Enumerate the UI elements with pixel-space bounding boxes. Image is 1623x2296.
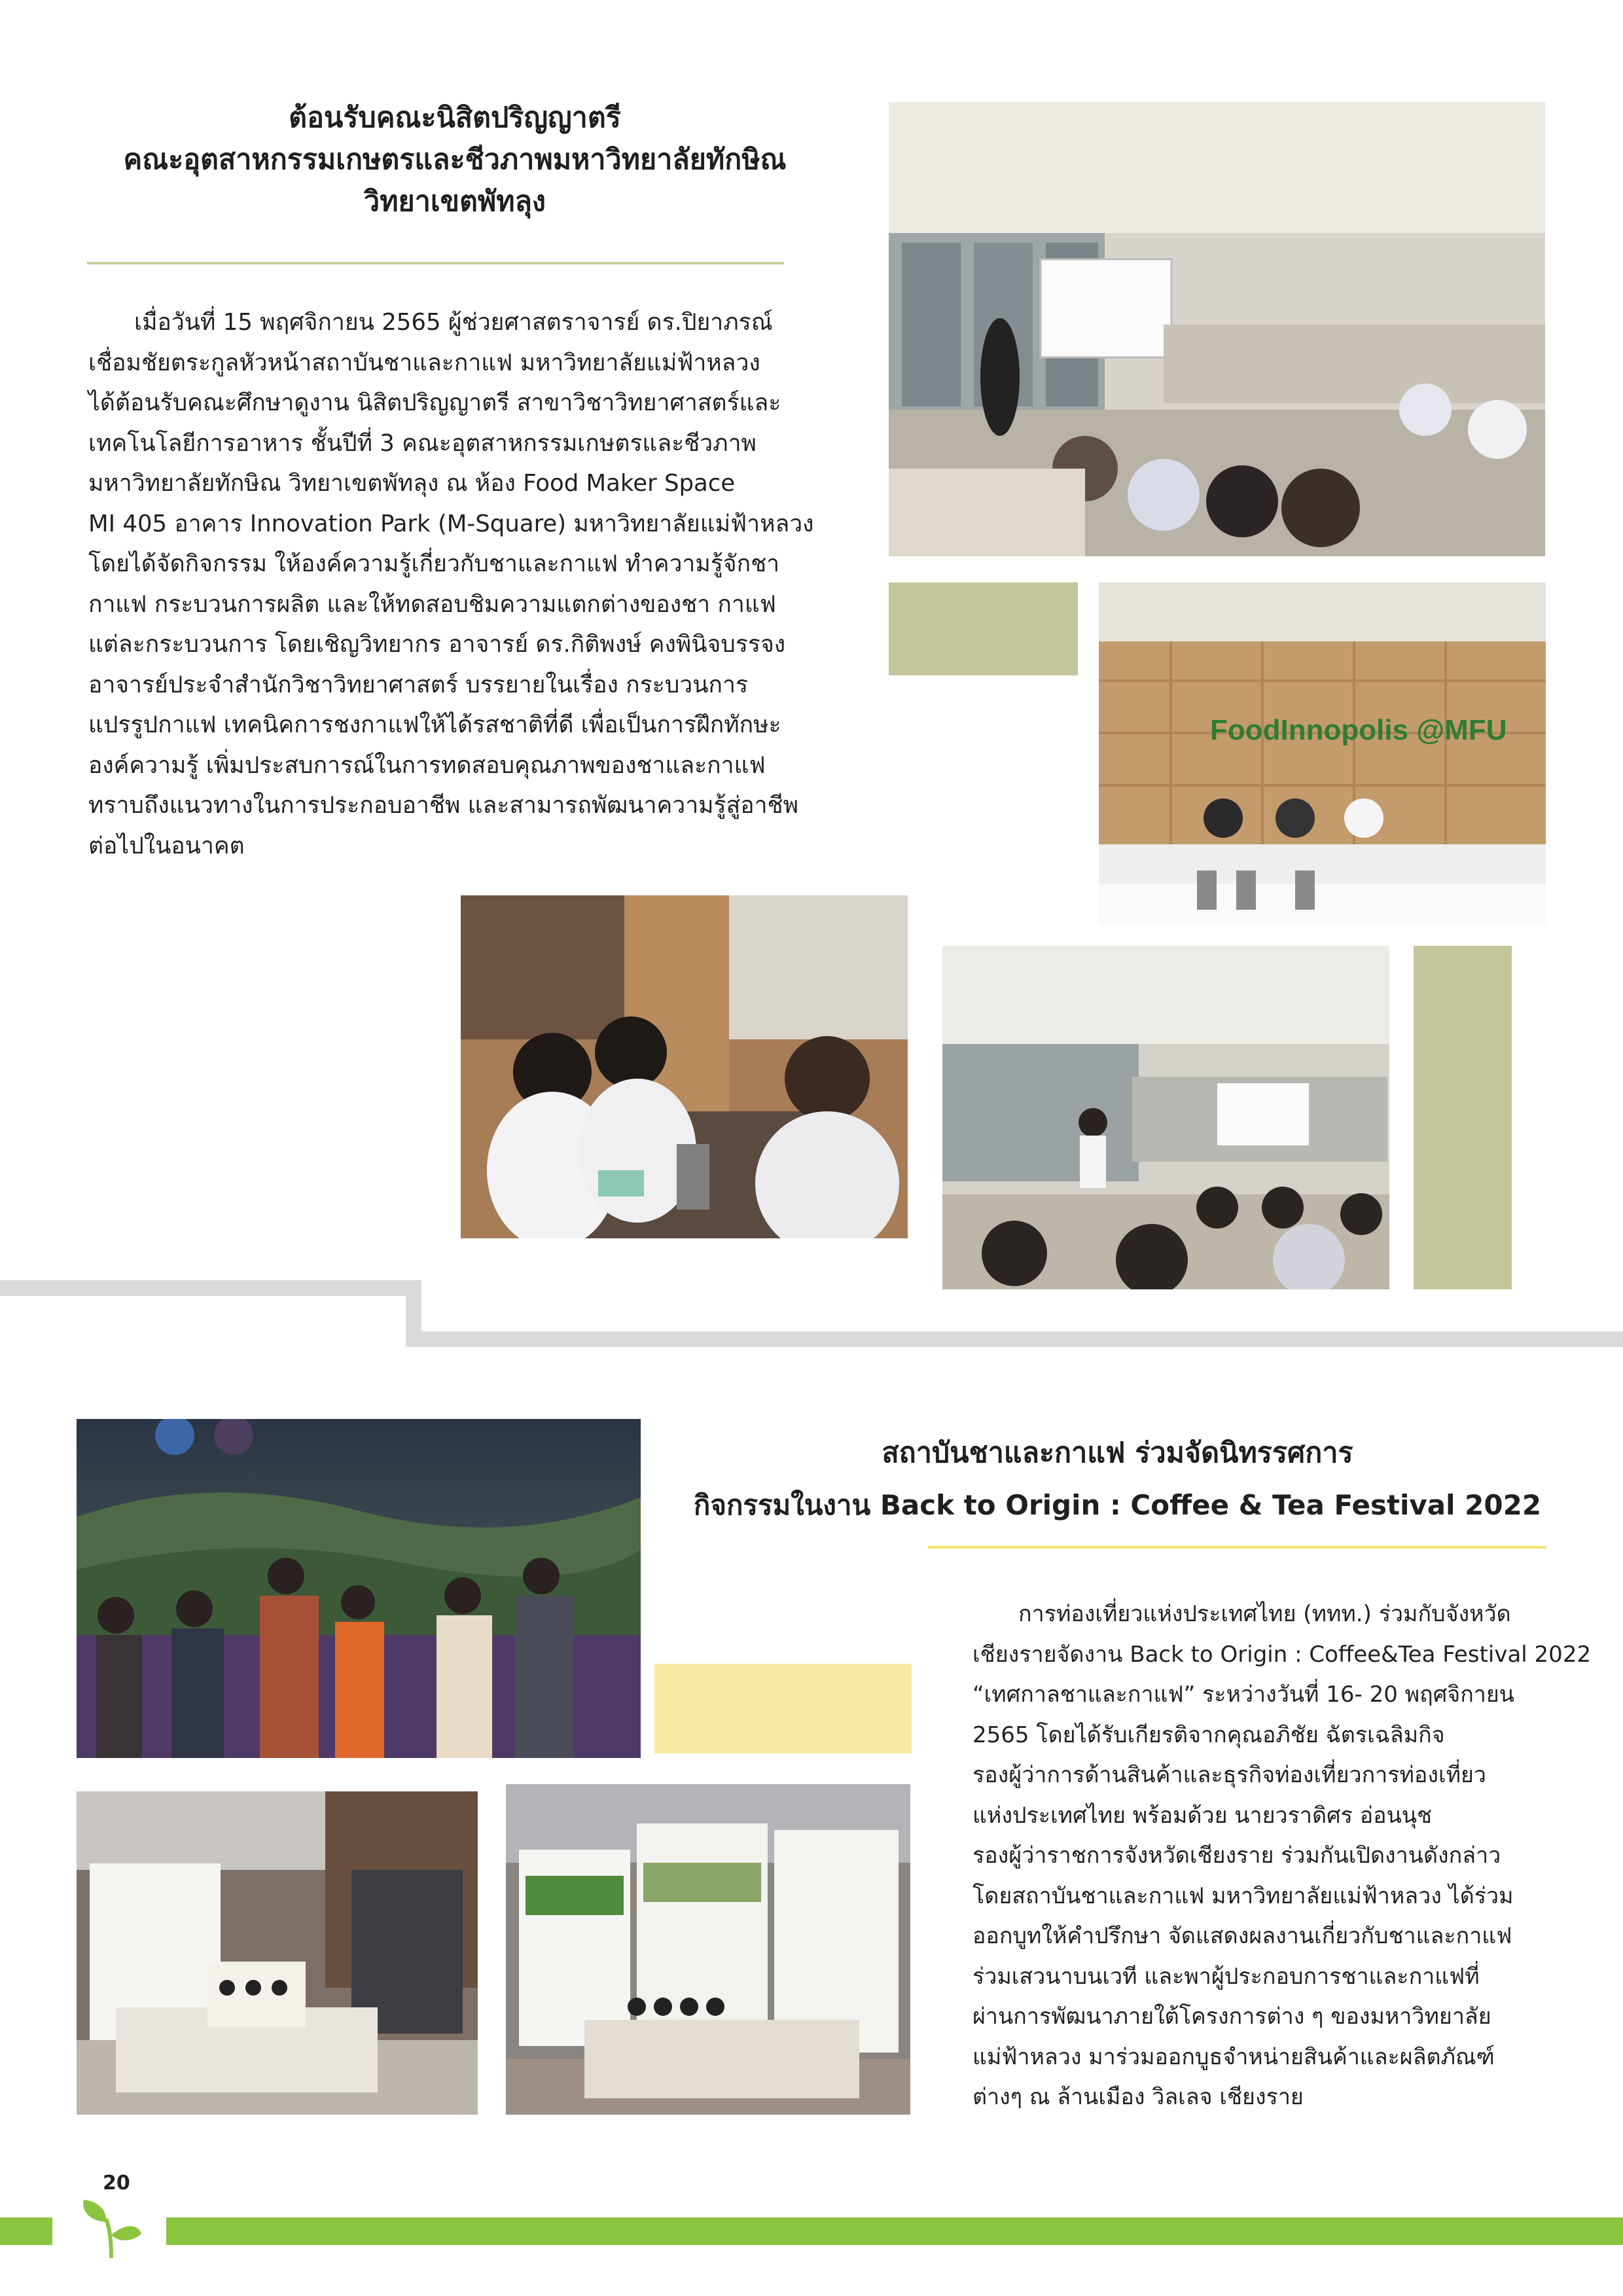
section1-heading-line-2: คณะอุตสาหกรรมเกษตรและชีวภาพมหาวิทยาลัยทักษิณ: [123, 143, 787, 176]
section1-body-line: เชื่อมชัยตระกูลหัวหน้าสถาบันชาและกาแฟ มหาวิทยาลัยแม่ฟ้าหลวง: [88, 349, 760, 376]
decorative-swatch: [889, 583, 1078, 675]
section2-heading-line-1: สถาบันชาและกาแฟ ร่วมจัดนิทรรศการ: [882, 1437, 1353, 1469]
section1-heading-line-3: วิทยาเขตพัทลุง: [364, 185, 546, 218]
section1-body-line: ได้ต้อนรับคณะศึกษาดูงาน นิสิตปริญญาตรี สาขาวิชาวิทยาศาสตร์และ: [88, 389, 781, 416]
section2-heading: [668, 1427, 1567, 1532]
section2-body-line: แม่ฟ้าหลวง มาร่วมออกบูธจำหน่ายสินค้าและผลิตภัณฑ์: [972, 2043, 1495, 2070]
section2-body-line: รองผู้ว่าการด้านสินค้าและธุรกิจท่องเที่ยวการท่องเที่ยว: [972, 1762, 1487, 1788]
section2-body-line: ออกบูทให้คำปรึกษา จัดแสดงผลงานเกี่ยวกับชาและกาแฟ: [972, 1923, 1512, 1949]
section2-heading-line-2: กิจกรรมในงาน Back to Origin : Coffee & Tea Festival 2022: [693, 1489, 1542, 1521]
section1-body-line: ทราบถึงแนวทางในการประกอบอาชีพ และสามารถพัฒนาความรู้สู่อาชีพ: [88, 792, 799, 819]
section1-body-line: เทคโนโลยีการอาหาร ชั้นปีที่ 3 คณะอุตสาหกรรมเกษตรและชีวภาพ: [88, 429, 757, 457]
section1-heading-line-1: ต้อนรับคณะนิสิตปริญญาตรี: [289, 101, 621, 134]
section2-body-line: “เทศกาลชาและกาแฟ” ระหว่างวันที่ 16- 20 พฤศจิกายน: [972, 1681, 1515, 1708]
section1-body-line: กาแฟ กระบวนการผลิต และให้ทดสอบชิมความแตกต่างของชา กาแฟ: [88, 590, 776, 618]
section1-body-line: องค์ความรู้ เพิ่มประสบการณ์ในการทดสอบคุณภาพของชาและกาแฟ: [88, 751, 766, 779]
leaf-icon: [80, 2196, 143, 2261]
foodinnopolis-sign: FoodInnopolis @MFU: [1210, 714, 1507, 746]
page-number: 20: [103, 2172, 130, 2195]
section2-body-line: เชียงรายจัดงาน Back to Origin : Coffee&Tea Festival 2022: [972, 1641, 1592, 1668]
photo-tea-tasting: [461, 895, 908, 1238]
photo-festival-stage: [77, 1419, 641, 1758]
section2-heading-rule: [928, 1546, 1546, 1549]
section2-body-line: ผ่านการพัฒนาภายใต้โครงการต่าง ๆ ของมหาวิทยาลัย: [972, 2003, 1491, 2030]
section2-body-line: ต่างๆ ณ ล้านเมือง วิลเลจ เชียงราย: [972, 2084, 1304, 2110]
section2-body-line: โดยสถาบันชาและกาแฟ มหาวิทยาลัยแม่ฟ้าหลวง ได้ร่วม: [972, 1882, 1514, 1909]
section-divider: [0, 1276, 1623, 1355]
photo-festival-booth-1: [77, 1791, 478, 2115]
section1-body-line: แต่ละกระบวนการ โดยเชิญวิทยากร อาจารย์ ดร.กิติพงษ์ คงพินิจบรรจง: [88, 631, 786, 658]
section2-body-line: แห่งประเทศไทย พร้อมด้วย นายวราดิศร อ่อนนุช: [972, 1802, 1433, 1829]
section1-body-line: เมื่อวันที่ 15 พฤศจิกายน 2565 ผู้ช่วยศาสตราจารย์ ดร.ปิยาภรณ์: [134, 309, 773, 336]
section1-body: [88, 302, 814, 866]
section1-body-line: MI 405 อาคาร Innovation Park (M-Square) มหาวิทยาลัยแม่ฟ้าหลวง: [88, 510, 814, 537]
section2-body-line: 2565 โดยได้รับเกียรติจากคุณอภิชัย ฉัตรเฉลิมกิจ: [972, 1721, 1445, 1748]
section2-body-line: รองผู้ว่าราชการจังหวัดเชียงราย ร่วมกันเปิดงานดังกล่าว: [972, 1842, 1501, 1869]
section1-body-line: แปรรูปกาแฟ เทคนิคการชงกาแฟให้ได้รสชาติที่ดี เพื่อเป็นการฝึกทักษะ: [88, 711, 781, 738]
section1-body-line: โดยได้จัดกิจกรรม ให้องค์ความรู้เกี่ยวกับชาและกาแฟ ทำความรู้จักชา: [88, 550, 780, 577]
section1-body-line: อาจารย์ประจำสำนักวิชาวิทยาศาสตร์ บรรยายในเรื่อง กระบวนการ: [88, 671, 749, 698]
photo-presentation: [942, 946, 1389, 1289]
section2-body-line: การท่องเที่ยวแห่งประเทศไทย (ททท.) ร่วมกับจังหวัด: [1018, 1601, 1511, 1627]
footer-bar-left: [0, 2217, 52, 2245]
section2-body-line: ร่วมเสวนาบนเวที และพาผู้ประกอบการชาและกาแฟที่: [972, 1963, 1480, 1990]
section2-body: [972, 1594, 1592, 2118]
section1-body-line: ต่อไปในอนาคต: [88, 832, 245, 859]
photo-lecture-room: [889, 102, 1545, 556]
decorative-swatch: [1414, 946, 1512, 1289]
footer-bar-right: [166, 2217, 1623, 2245]
decorative-swatch: [654, 1664, 912, 1753]
section1-heading-rule: [87, 262, 784, 264]
section1-heading: [79, 97, 831, 223]
section1-body-line: มหาวิทยาลัยทักษิณ วิทยาเขตพัทลุง ณ ห้อง Food Maker Space: [88, 470, 736, 497]
photo-foodinnopolis: [1099, 583, 1546, 925]
photo-festival-booth-2: [506, 1784, 910, 2115]
